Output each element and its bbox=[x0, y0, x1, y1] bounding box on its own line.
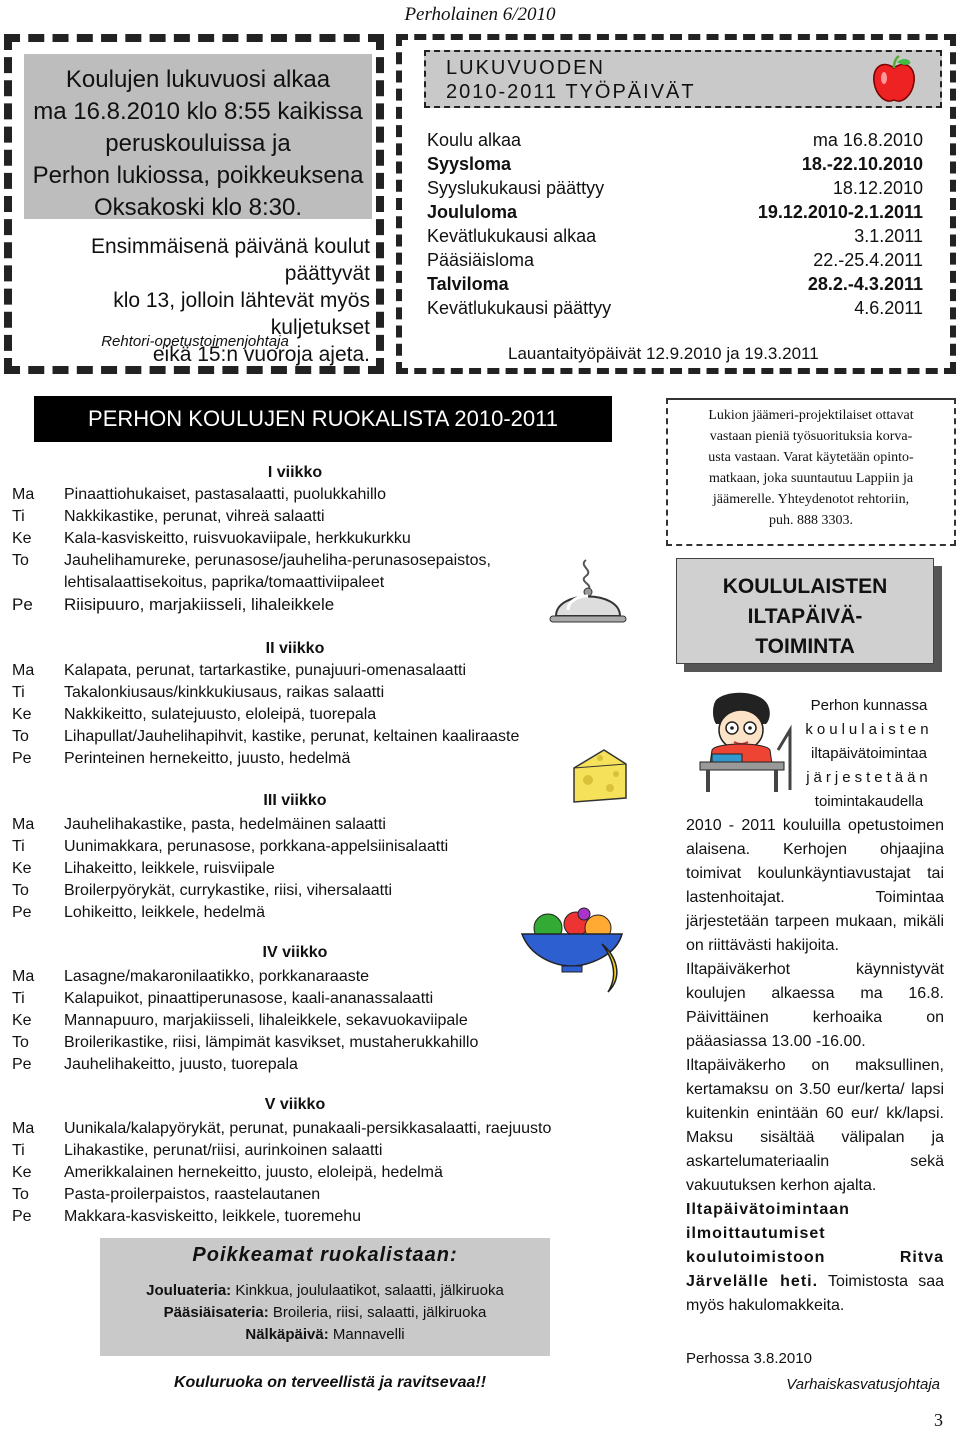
day-abbr: Ti bbox=[12, 508, 25, 525]
exception-label: Jouluateria: bbox=[146, 1282, 232, 1299]
schedule-title-line: 2010-2011 TYÖPÄIVÄT bbox=[446, 81, 696, 103]
menu-day bbox=[12, 1118, 551, 1140]
menu-day bbox=[12, 484, 386, 506]
day-abbr: To bbox=[12, 552, 29, 569]
schedule-value: 19.12.2010-2.1.2011 bbox=[757, 202, 923, 222]
notice-line: Oksakoski klo 8:30. bbox=[93, 194, 303, 221]
menu-day bbox=[12, 726, 519, 748]
serving-cloche-icon bbox=[548, 556, 628, 630]
exception-text: Mannavelli bbox=[328, 1326, 405, 1343]
schedule-label: Kevätlukukausi alkaa bbox=[427, 226, 597, 246]
schedule-value: 22.-25.4.2011 bbox=[813, 250, 923, 270]
day-abbr: Ke bbox=[12, 706, 32, 723]
menu-closing-slogan: Kouluruoka on terveellistä ja ravitsevaa!! bbox=[173, 1374, 487, 1391]
week-heading: V viikko bbox=[264, 1096, 326, 1113]
saturday-workdays: Lauantaityöpäivät 12.9.2010 ja 19.3.2011 bbox=[508, 344, 819, 363]
menu-day-continued bbox=[12, 572, 384, 594]
day-dish: Broilerikastike, riisi, lämpimät kasvikset, mustaherukkahillo bbox=[64, 1034, 479, 1051]
menu-exceptions bbox=[100, 1238, 550, 1356]
place-date: Perhossa 3.8.2010 bbox=[686, 1350, 812, 1367]
week-heading: I viikko bbox=[267, 464, 323, 481]
day-abbr: To bbox=[12, 728, 29, 745]
body-paragraph: Iltapäiväkerhot käynnistyvät koulujen alkaessa ma 16.8. Päivittäinen kerhoaika on pääasiassa 13.00 -16.00. bbox=[686, 961, 944, 1050]
note-line: Ensimmäisenä päivänä koulut päättyvät bbox=[91, 235, 370, 285]
day-abbr: Pe bbox=[12, 595, 33, 614]
menu-day bbox=[12, 836, 448, 858]
day-dish: Kalapata, perunat, tartarkastike, punajuuri-omenasalaatti bbox=[64, 662, 467, 679]
schedule-value: ma 16.8.2010 bbox=[812, 130, 923, 150]
day-dish: lehtisalaattisekoitus, paprika/tomaattiviipaleet bbox=[64, 574, 385, 591]
lukio-line: matkaan, joka suuntautuu Lappiin ja bbox=[708, 471, 914, 486]
day-abbr: To bbox=[12, 882, 29, 899]
contact-paragraph bbox=[686, 1198, 944, 1318]
day-abbr: Ke bbox=[12, 1012, 32, 1029]
student-at-desk-icon bbox=[686, 690, 794, 794]
lukio-line: jäämerelle. Yhteydenotot rehtoriin, bbox=[712, 492, 910, 507]
apple-icon bbox=[868, 54, 920, 106]
day-dish: Lihakastike, perunat/riisi, aurinkoinen salaatti bbox=[64, 1142, 383, 1159]
day-dish: Pinaattiohukaiset, pastasalaatti, puolukkahillo bbox=[64, 486, 386, 503]
schedule-label: Talviloma bbox=[427, 274, 509, 294]
page-number: 3 bbox=[934, 1410, 943, 1430]
menu-day bbox=[12, 988, 433, 1010]
notice-line: Perhon lukiossa, poikkeuksena bbox=[32, 162, 364, 189]
afterschool-body bbox=[686, 814, 944, 1318]
contact-bold: Iltapäivätoimintaan ilmoittautumiset koulutoimistoon Ritva Järvelälle heti. bbox=[686, 1201, 944, 1290]
exception-text: Kinkkua, joululaatikot, salaatti, jälkiruoka bbox=[231, 1282, 504, 1299]
day-abbr: Pe bbox=[12, 904, 32, 921]
menu-day bbox=[12, 858, 275, 880]
menu-day bbox=[12, 1140, 382, 1162]
notice-line: peruskouluissa ja bbox=[105, 130, 291, 157]
menu-day bbox=[12, 528, 411, 550]
menu-day bbox=[12, 902, 265, 924]
lukio-line: Lukion jäämeri-projektilaiset ottavat bbox=[708, 408, 914, 423]
day-abbr: Ma bbox=[12, 486, 35, 503]
schedule-label: Joululoma bbox=[427, 202, 518, 222]
menu-day bbox=[12, 880, 392, 902]
menu-day bbox=[12, 550, 491, 572]
lukio-line: usta vastaan. Varat käytetään opinto- bbox=[708, 450, 914, 465]
schedule-label: Syyslukukausi päättyy bbox=[427, 178, 605, 198]
day-dish: Jauhelihakastike, pasta, hedelmäinen salaatti bbox=[64, 816, 386, 833]
exception-line bbox=[100, 1282, 550, 1299]
day-abbr: Pe bbox=[12, 750, 32, 767]
schedule-label: Kevätlukukausi päättyy bbox=[427, 298, 612, 318]
day-abbr: Ma bbox=[12, 662, 35, 679]
menu-day bbox=[12, 814, 386, 836]
day-abbr: Ti bbox=[12, 1142, 25, 1159]
body-paragraph: Iltapäiväkerho on maksullinen, kertamaksu on 3.50 eur/kerta/ lapsi kuitenkin enintään 60 eur/ kk/lapsi. Maksu sisältää välipalan ja askartelumateriaalin sekä vakuutuksen kerhon ajalta. bbox=[686, 1057, 944, 1194]
day-dish: Perinteinen hernekeitto, juusto, hedelmä bbox=[64, 750, 351, 767]
menu-day bbox=[12, 682, 384, 704]
schedule-value: 18.12.2010 bbox=[832, 178, 923, 198]
schedule-label: Koulu alkaa bbox=[427, 130, 522, 150]
day-abbr: Ke bbox=[12, 860, 32, 877]
day-abbr: Ke bbox=[12, 530, 32, 547]
title-line: KOULULAISTEN bbox=[722, 575, 888, 598]
intro-line: toimintakaudella bbox=[814, 793, 924, 810]
cheese-icon bbox=[570, 746, 630, 806]
schedule-value: 28.2.-4.3.2011 bbox=[807, 274, 923, 294]
menu-day bbox=[12, 506, 325, 528]
note-line: klo 13, jolloin lähtevät myös kuljetukset bbox=[113, 289, 370, 339]
title-line: ILTAPÄIVÄ- bbox=[747, 605, 863, 628]
day-abbr: Ke bbox=[12, 1164, 32, 1181]
exceptions-title: Poikkeamat ruokalistaan: bbox=[192, 1244, 458, 1266]
schedule-label: Syysloma bbox=[427, 154, 512, 174]
day-dish: Nakkikeitto, sulatejuusto, eloleipä, tuorepala bbox=[64, 706, 377, 723]
fruit-bowl-icon bbox=[518, 906, 638, 996]
week-heading: III viikko bbox=[263, 792, 327, 809]
day-dish: Broilerpyörykät, currykastike, riisi, vihersalaatti bbox=[64, 882, 393, 899]
schedule-label: Pääsiäisloma bbox=[427, 250, 535, 270]
menu-day bbox=[12, 1032, 478, 1054]
menu-day bbox=[12, 1184, 320, 1206]
menu-day bbox=[12, 1054, 298, 1076]
day-dish: Lohikeitto, leikkele, hedelmä bbox=[64, 904, 266, 921]
schedule-title-line: LUKUVUODEN bbox=[446, 57, 605, 79]
intro-line: koululaisten bbox=[805, 721, 933, 738]
menu-title: PERHON KOULUJEN RUOKALISTA 2010-2011 bbox=[34, 396, 612, 442]
menu-day bbox=[12, 594, 334, 616]
title-line: TOIMINTA bbox=[755, 635, 855, 658]
publication-header: Perholainen 6/2010 bbox=[404, 4, 556, 25]
day-dish: Nakkikastike, perunat, vihreä salaatti bbox=[64, 508, 325, 525]
afterschool-signature: Varhaiskasvatusjohtaja bbox=[786, 1376, 940, 1393]
day-dish: Lihakeitto, leikkele, ruisviipale bbox=[64, 860, 275, 877]
day-dish: Amerikkalainen hernekeitto, juusto, eloleipä, hedelmä bbox=[64, 1164, 443, 1181]
day-dish: Makkara-kasviskeitto, leikkele, tuoremehu bbox=[64, 1208, 362, 1225]
day-dish: Lihapullat/Jauhelihapihvit, kastike, perunat, keltainen kaaliraaste bbox=[64, 728, 520, 745]
day-abbr: Ti bbox=[12, 990, 25, 1007]
day-dish: Kala-kasviskeitto, ruisvuokaviipale, herkkukurkku bbox=[64, 530, 411, 547]
menu-day bbox=[12, 966, 369, 988]
exception-label: Pääsiäisateria: bbox=[163, 1304, 269, 1321]
day-abbr: Ma bbox=[12, 1120, 35, 1137]
menu-day bbox=[12, 748, 350, 770]
day-dish: Uunimakkara, perunasose, porkkana-appelsiinisalaatti bbox=[64, 838, 449, 855]
menu-day bbox=[12, 1010, 468, 1032]
week-heading: II viikko bbox=[265, 640, 325, 657]
day-dish: Jauhelihamureke, perunasose/jauheliha-perunasosepaistos, bbox=[64, 552, 491, 569]
intro-line: Perhon kunnassa bbox=[810, 697, 928, 714]
day-dish: Takalonkiusaus/kinkkukiusaus, raikas salaatti bbox=[64, 684, 385, 701]
menu-day bbox=[12, 1162, 443, 1184]
schedule-value: 4.6.2011 bbox=[854, 298, 923, 318]
day-abbr: Pe bbox=[12, 1056, 32, 1073]
day-abbr: Ma bbox=[12, 816, 35, 833]
day-abbr: Pe bbox=[12, 1208, 32, 1225]
day-dish: Riisipuuro, marjakiisseli, lihaleikkele bbox=[64, 595, 335, 614]
lukio-note bbox=[676, 405, 946, 531]
menu-day bbox=[12, 704, 376, 726]
exception-text: Broileria, riisi, salaatti, jälkiruoka bbox=[268, 1304, 487, 1321]
week-heading: IV viikko bbox=[262, 944, 328, 961]
notice-line: Koulujen lukuvuosi alkaa bbox=[65, 66, 331, 93]
day-dish: Mannapuuro, marjakiisseli, lihaleikkele, sekavuokaviipale bbox=[64, 1012, 468, 1029]
day-abbr: Ti bbox=[12, 684, 25, 701]
menu-day bbox=[12, 660, 466, 682]
day-abbr: Ti bbox=[12, 838, 25, 855]
intro-line: iltapäivätoimintaa bbox=[811, 745, 927, 762]
day-dish: Pasta-proilerpaistos, raastelautanen bbox=[64, 1186, 321, 1203]
exception-line bbox=[100, 1304, 550, 1321]
lukio-line: vastaan pieniä työsuorituksia korva- bbox=[709, 429, 913, 444]
day-dish: Jauhelihakeitto, juusto, tuorepala bbox=[64, 1056, 298, 1073]
afterschool-title bbox=[676, 572, 934, 662]
day-dish: Lasagne/makaronilaatikko, porkkanaraaste bbox=[64, 968, 370, 985]
schedule-value: 18.-22.10.2010 bbox=[801, 154, 923, 174]
exception-label: Nälkäpäivä: bbox=[245, 1326, 329, 1343]
intro-line: järjestetään bbox=[806, 769, 932, 786]
notice-signature: Rehtori-opetustoimenjohtaja bbox=[101, 333, 289, 350]
day-abbr: To bbox=[12, 1034, 29, 1051]
note-line: eikä 15:n vuoroja ajeta. bbox=[152, 343, 370, 366]
body-paragraph: 2010 - 2011 kouluilla opetustoimen alaisena. Kerhojen ohjaajina toimivat koulunkäyntiavustajat tai lastenhoitajat. Toimintaa järjestetään tarpeen mukaan, mikäli on riittävästi hakijoita. bbox=[686, 817, 944, 954]
lukio-line: puh. 888 3303. bbox=[769, 513, 853, 528]
afterschool-intro bbox=[796, 694, 942, 814]
exception-line bbox=[100, 1326, 550, 1343]
day-dish: Uunikala/kalapyörykät, perunat, punakaali-persikkasalaatti, raejuusto bbox=[64, 1120, 552, 1137]
contact-rest: Toimistosta saa myös hakulomakkeita. bbox=[686, 1273, 945, 1314]
menu-day bbox=[12, 1206, 361, 1228]
notice-line: ma 16.8.2010 klo 8:55 kaikissa bbox=[33, 98, 363, 125]
schedule-value: 3.1.2011 bbox=[854, 226, 923, 246]
day-dish: Kalapuikot, pinaattiperunasose, kaali-ananassalaatti bbox=[64, 990, 434, 1007]
day-abbr: Ma bbox=[12, 968, 35, 985]
day-abbr: To bbox=[12, 1186, 29, 1203]
